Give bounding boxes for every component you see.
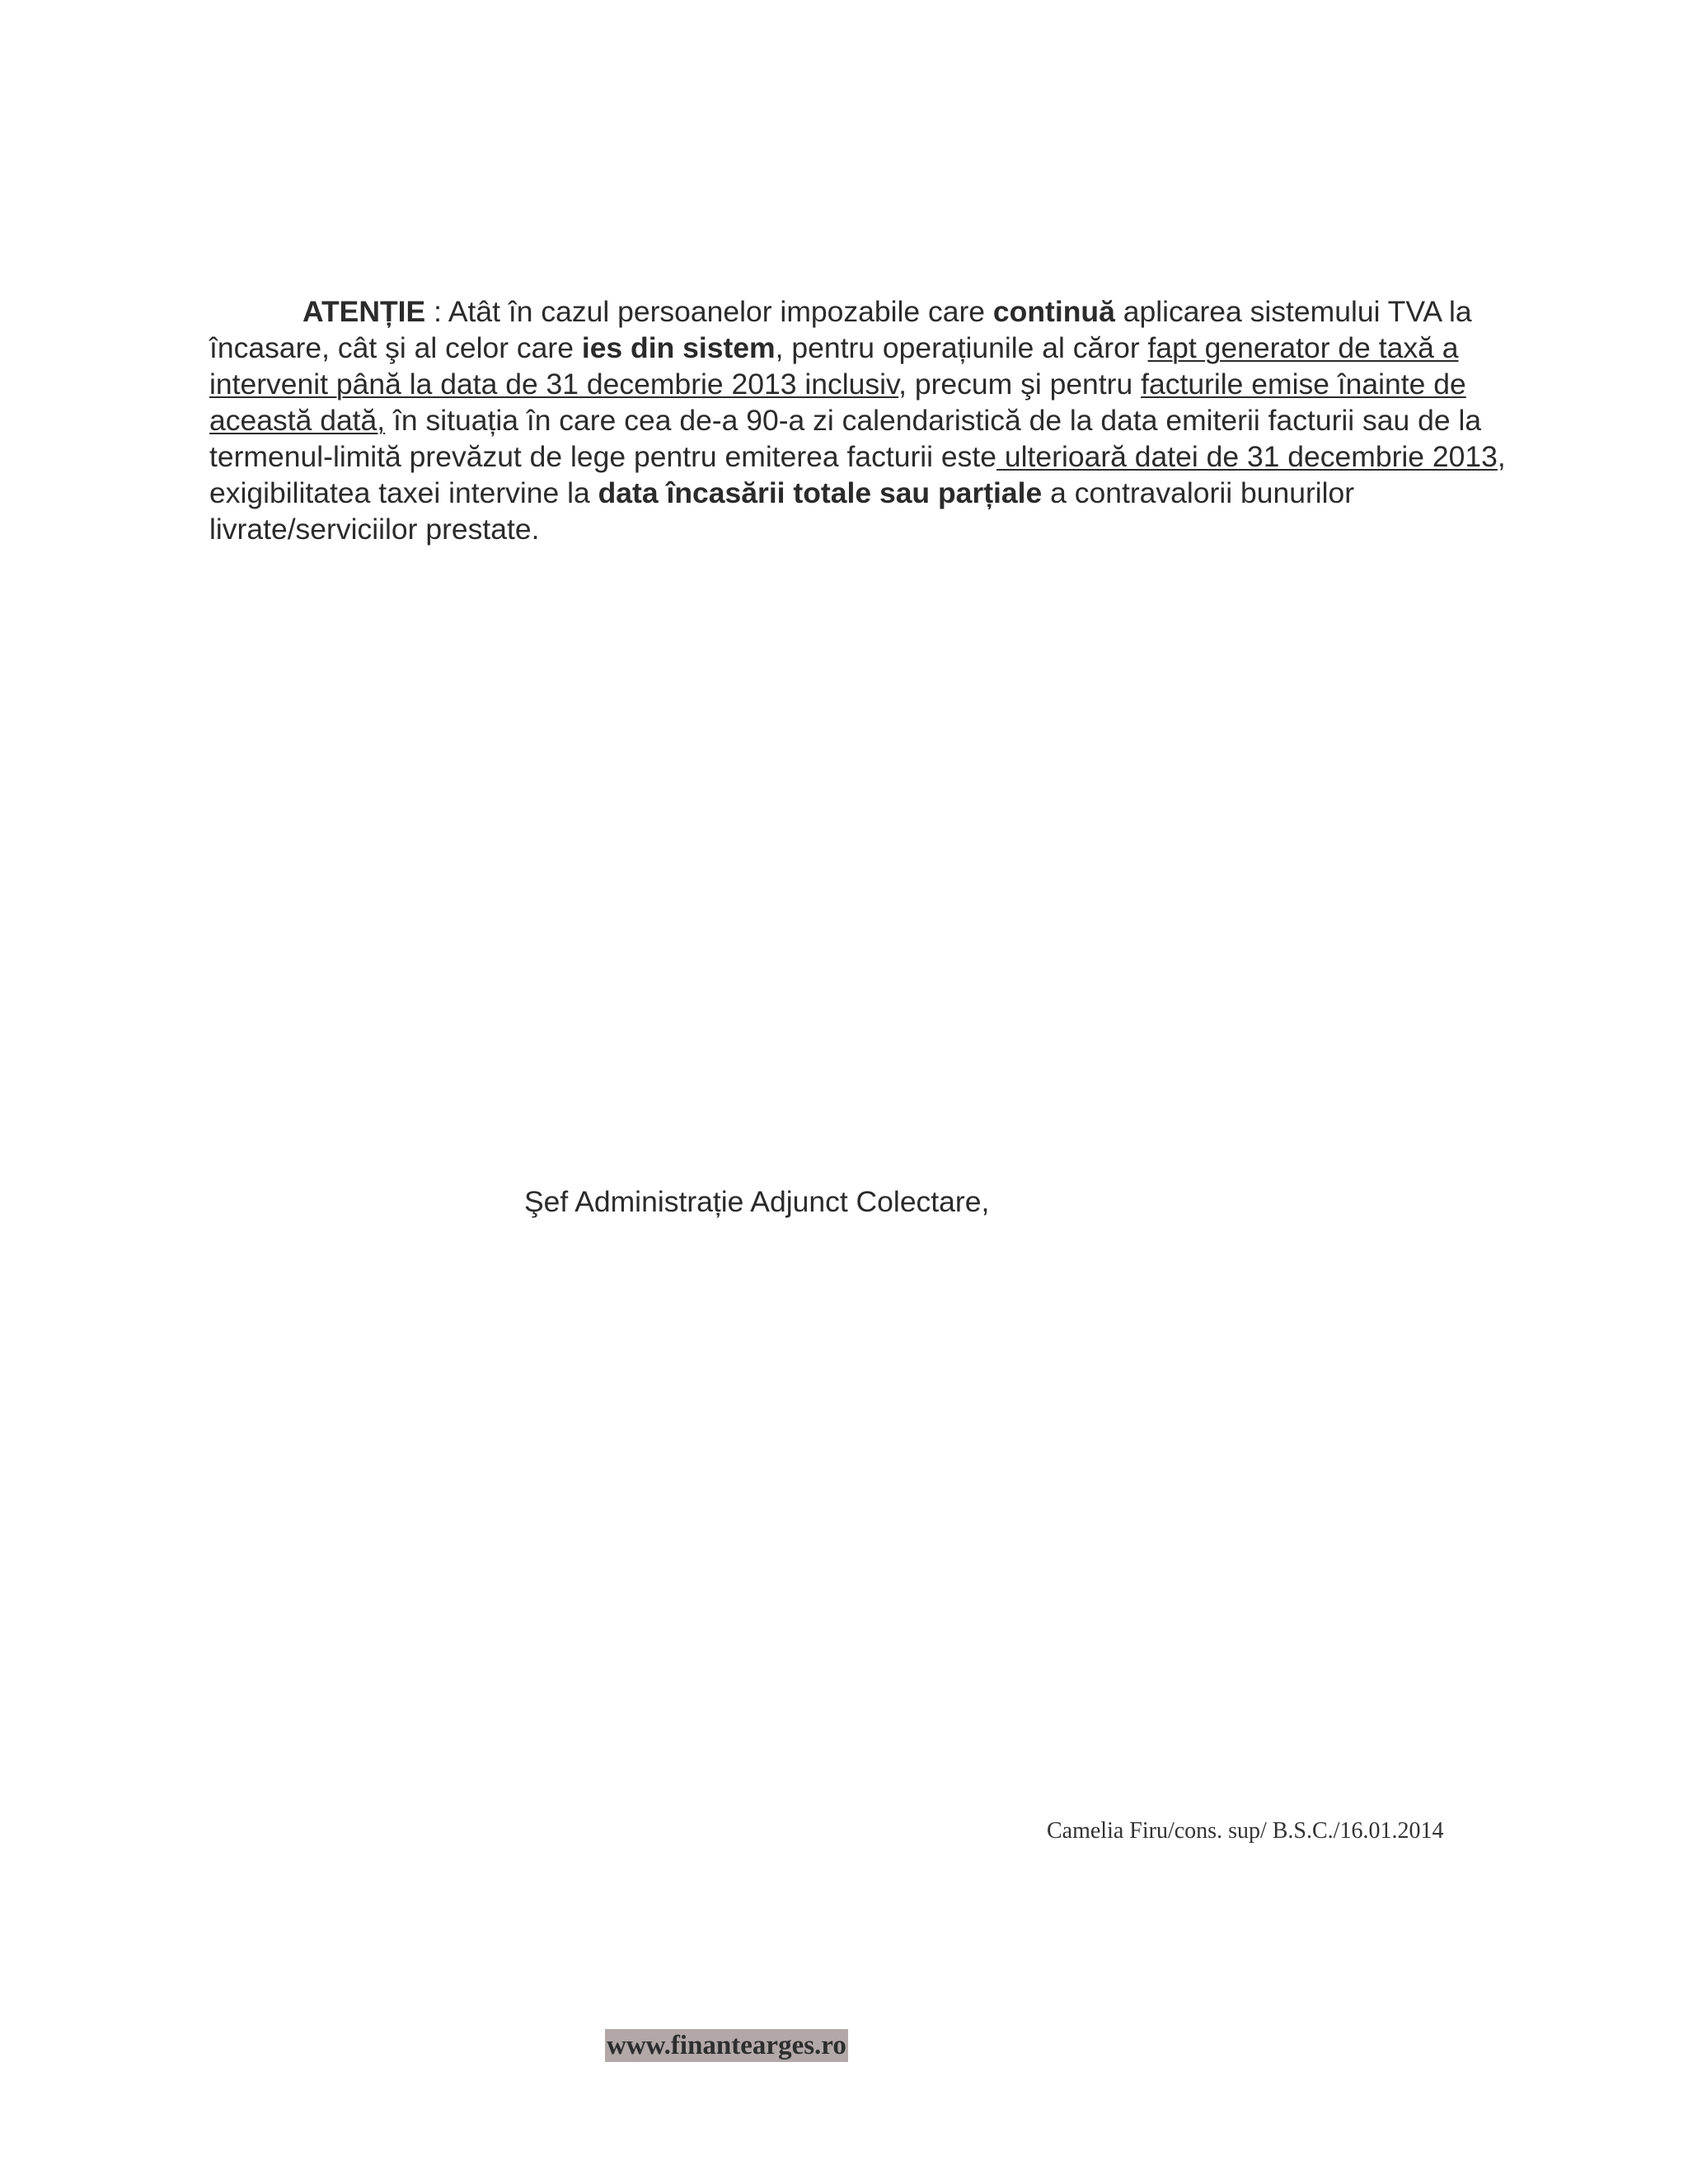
- notice-bold-continua: continuă: [992, 295, 1115, 328]
- notice-text-1: : Atât în cazul persoanelor impozabile care: [425, 295, 993, 328]
- notice-text-2: aplicarea sistemului TVA la încasare, cât şi al celor care: [209, 295, 1472, 364]
- signature-title: Şef Administrație Adjunct Colectare,: [524, 1185, 990, 1218]
- notice-underline-ulterioara: ulterioară datei de 31 decembrie 2013: [996, 440, 1498, 473]
- notice-text-6: , exigibilitatea taxei intervine la: [209, 440, 1506, 509]
- notice-text-4: , precum şi pentru: [898, 368, 1142, 401]
- attention-label: ATENȚIE: [302, 295, 426, 328]
- notice-underline-facturile-emise: facturile emise înainte de această dată,: [209, 368, 1466, 437]
- notice-text-5: în situația în care cea de-a 90-a zi calendaristică de la data emiterii facturii sau de la termenul-limită prevăzut de lege pentru emiterea facturii este: [209, 404, 1482, 473]
- website-link[interactable]: www.finantearges.ro: [607, 2031, 846, 2060]
- notice-text-3: , pentru operațiunile al căror: [775, 331, 1148, 364]
- notice-bold-ies-din-sistem: ies din sistem: [581, 331, 776, 364]
- attention-paragraph: [209, 293, 1520, 547]
- notice-bold-data-incasarii: data încasării totale sau parțiale: [598, 476, 1043, 509]
- notice-underline-fapt-generator: fapt generator de taxă a intervenit până la data de 31 decembrie 2013 inclusiv: [209, 331, 1459, 401]
- notice-text-7: a contravalorii bunurilor livrate/serviciilor prestate.: [209, 476, 1355, 546]
- author-line: Camelia Firu/cons. sup/ B.S.C./16.01.2014: [1047, 1818, 1444, 1844]
